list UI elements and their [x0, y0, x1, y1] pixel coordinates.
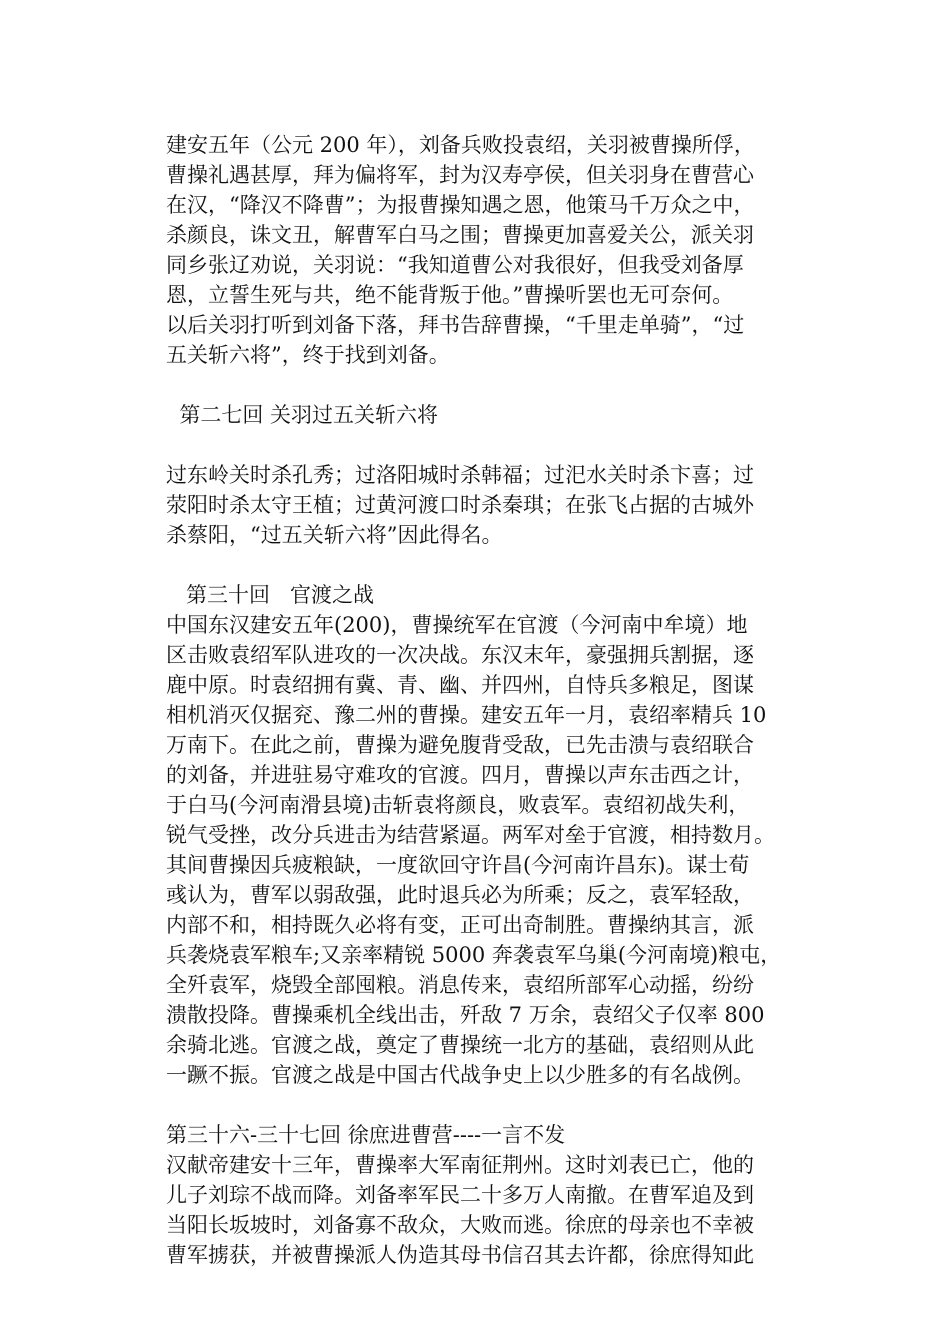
- text-line: 荥阳时杀太守王植；过黄河渡口时杀秦琪；在张飞占据的古城外: [166, 493, 754, 517]
- paragraph-gap: [166, 550, 796, 580]
- text-line: 兵袭烧袁军粮车;又亲率精锐 5000 奔袭袁军乌巢(今河南境)粮屯，: [166, 943, 782, 967]
- text-line: 相机消灭仅据兖、豫二州的曹操。建安五年一月，袁绍率精兵 10: [166, 703, 767, 727]
- text-line: 鹿中原。时袁绍拥有冀、青、幽、并四州，自恃兵多粮足，图谋: [166, 673, 754, 697]
- chapter-heading-27: 第二七回 关羽过五关斩六将: [166, 403, 439, 427]
- chapter-heading-36-37: 第三十六-三十七回 徐庶进曹营----一言不发: [166, 1123, 566, 1147]
- text-line: 以后关羽打听到刘备下落，拜书告辞曹操，“千里走单骑”，“过: [166, 313, 745, 337]
- text-line: 同乡张辽劝说，关羽说：“我知道曹公对我很好，但我受刘备厚: [166, 253, 744, 277]
- text-line: 五关斩六将”，终于找到刘备。: [166, 343, 450, 367]
- text-line: 区击败袁绍军队进攻的一次决战。东汉末年，豪强拥兵割据，逐: [166, 643, 754, 667]
- text-line: 过东岭关时杀孔秀；过洛阳城时杀韩福；过汜水关时杀卞喜；过: [166, 463, 754, 487]
- text-line: 杀蔡阳，“过五关斩六将”因此得名。: [166, 523, 503, 547]
- chapter-heading-30: 第三十回 官渡之战: [166, 583, 375, 607]
- text-line: 锐气受挫，改分兵进击为结营紧逼。两军对垒于官渡，相持数月。: [166, 823, 775, 847]
- text-line: 建安五年（公元 200 年），刘备兵败投袁绍，关羽被曹操所俘，: [166, 133, 755, 157]
- text-line: 全歼袁军，烧毁全部囤粮。消息传来，袁绍所部军心动摇，纷纷: [166, 973, 754, 997]
- text-line: 一蹶不振。官渡之战是中国古代战争史上以少胜多的有名战例。: [166, 1063, 754, 1087]
- text-line: 恩，立誓生死与共，绝不能背叛于他。”曹操听罢也无可奈何。: [166, 283, 734, 307]
- text-line: 在汉，“降汉不降曹”；为报曹操知遇之恩，他策马千万众之中，: [166, 193, 755, 217]
- text-line: 溃散投降。曹操乘机全线出击，歼敌 7 万余，袁绍父子仅率 800: [166, 1003, 765, 1027]
- text-line: 其间曹操因兵疲粮缺，一度欲回守许昌(今河南许昌东)。谋士荀: [166, 853, 750, 877]
- text-line: 内部不和，相持既久必将有变，正可出奇制胜。曹操纳其言，派: [166, 913, 754, 937]
- paragraph-guandu-battle: [166, 610, 796, 1090]
- text-line: 于白马(今河南滑县境)击斩袁将颜良，败袁军。袁绍初战失利，: [166, 793, 750, 817]
- paragraph-xu-shu: [166, 1150, 796, 1270]
- text-line: 儿子刘琮不战而降。刘备率军民二十多万人南撤。在曹军追及到: [166, 1183, 754, 1207]
- text-line: 曹操礼遇甚厚，拜为偏将军，封为汉寿亭侯，但关羽身在曹营心: [166, 163, 754, 187]
- text-line: 杀颜良，诛文丑，解曹军白马之围；曹操更加喜爱关公，派关羽: [166, 223, 754, 247]
- paragraph-guan-yu-surrender: [166, 130, 796, 370]
- text-line: 余骑北逃。官渡之战，奠定了曹操统一北方的基础，袁绍则从此: [166, 1033, 754, 1057]
- text-line: 彧认为，曹军以弱敌强，此时退兵必为所乘；反之，袁军轻敌，: [166, 883, 754, 907]
- paragraph-gap: [166, 370, 796, 400]
- paragraph-gap: [166, 430, 796, 460]
- paragraph-gap: [166, 1090, 796, 1120]
- text-line: 曹军掳获，并被曹操派人伪造其母书信召其去许都，徐庶得知此: [166, 1243, 754, 1267]
- text-line: 汉献帝建安十三年，曹操率大军南征荆州。这时刘表已亡，他的: [166, 1153, 754, 1177]
- text-line: 中国东汉建安五年(200)，曹操统军在官渡（今河南中牟境）地: [166, 613, 748, 637]
- paragraph-five-passes: [166, 460, 796, 550]
- text-line: 的刘备，并进驻易守难攻的官渡。四月，曹操以声东击西之计，: [166, 763, 754, 787]
- text-line: 万南下。在此之前，曹操为避免腹背受敌，已先击溃与袁绍联合: [166, 733, 754, 757]
- document-body: [166, 130, 796, 1270]
- text-line: 当阳长坂坡时，刘备寡不敌众，大败而逃。徐庶的母亲也不幸被: [166, 1213, 754, 1237]
